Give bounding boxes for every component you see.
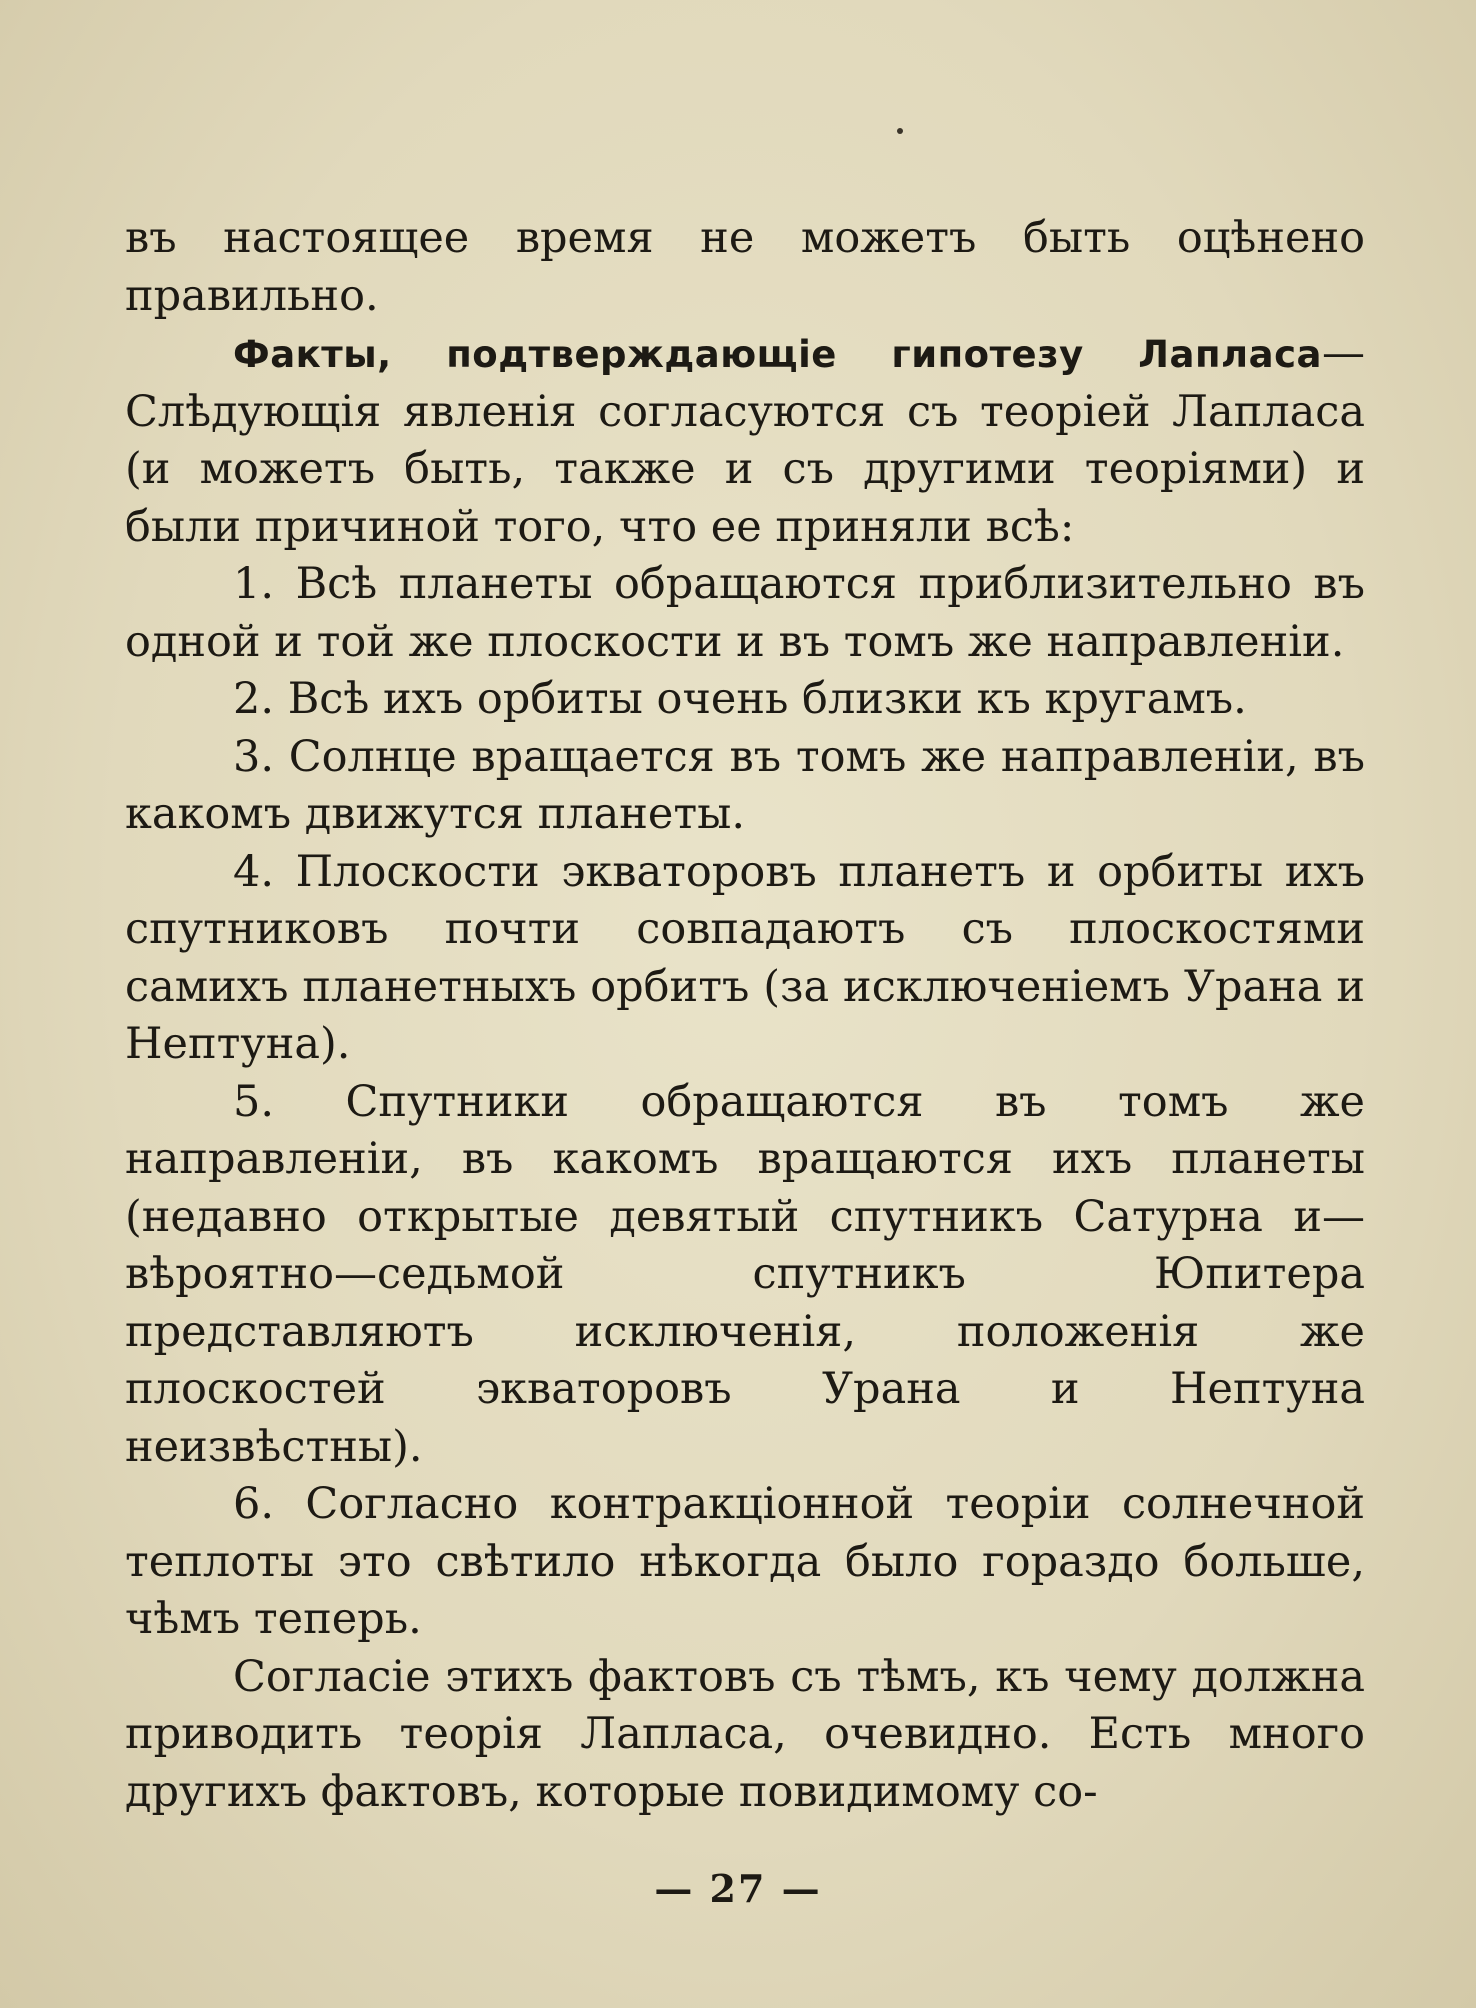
list-item-4: 4. Плоскости экваторовъ планетъ и орбиты ихъ спутниковъ почти совпадаютъ съ плоскостями самихъ планетныхъ орбитъ (за исключеніемъ Урана и Нептуна). — [125, 846, 1365, 1069]
list-item-1: 1. Всѣ планеты обращаются приблизительно въ одной и той же плоскости и въ томъ же направленіи. — [125, 559, 1365, 667]
continuation-paragraph: въ настоящее время не можетъ быть оцѣнено правильно. — [125, 213, 1365, 321]
list-item-3: 3. Солнце вращается въ томъ же направленіи, въ какомъ движутся планеты. — [125, 731, 1365, 839]
section-paragraph — [125, 325, 1365, 556]
page-body — [125, 210, 1365, 1821]
list-item-6: 6. Согласно контракціонной теоріи солнечной теплоты это свѣтило нѣкогда было гораздо больше, чѣмъ теперь. — [125, 1479, 1365, 1644]
closing-paragraph: Согласіе этихъ фактовъ съ тѣмъ, къ чему должна приводить теорія Лапласа, очевидно. Есть много другихъ фактовъ, которые повидимому со- — [125, 1651, 1365, 1817]
section-heading: Факты, подтверждающіе гипотезу Лапласа — [233, 333, 1322, 376]
section-intro: —Слѣдующія явленія согласуются съ теоріей Лапласа (и можетъ быть, также и съ другими теоріями) и были причиной того, что ее приняли всѣ: — [125, 328, 1365, 552]
page-number: — 27 — — [654, 1866, 822, 1911]
list-item-5: 5. Спутники обращаются въ томъ же направленіи, въ какомъ вращаются ихъ планеты (недавно открытые девятый спутникъ Сатурна и—вѣроятно—седьмой спутникъ Юпитера представляютъ исключенія, положенія же плоскостей экваторовъ Урана и Нептуна неизвѣстны). — [125, 1076, 1365, 1472]
print-speck — [897, 128, 903, 134]
list-item-2: 2. Всѣ ихъ орбиты очень близки къ кругамъ. — [233, 674, 1247, 724]
